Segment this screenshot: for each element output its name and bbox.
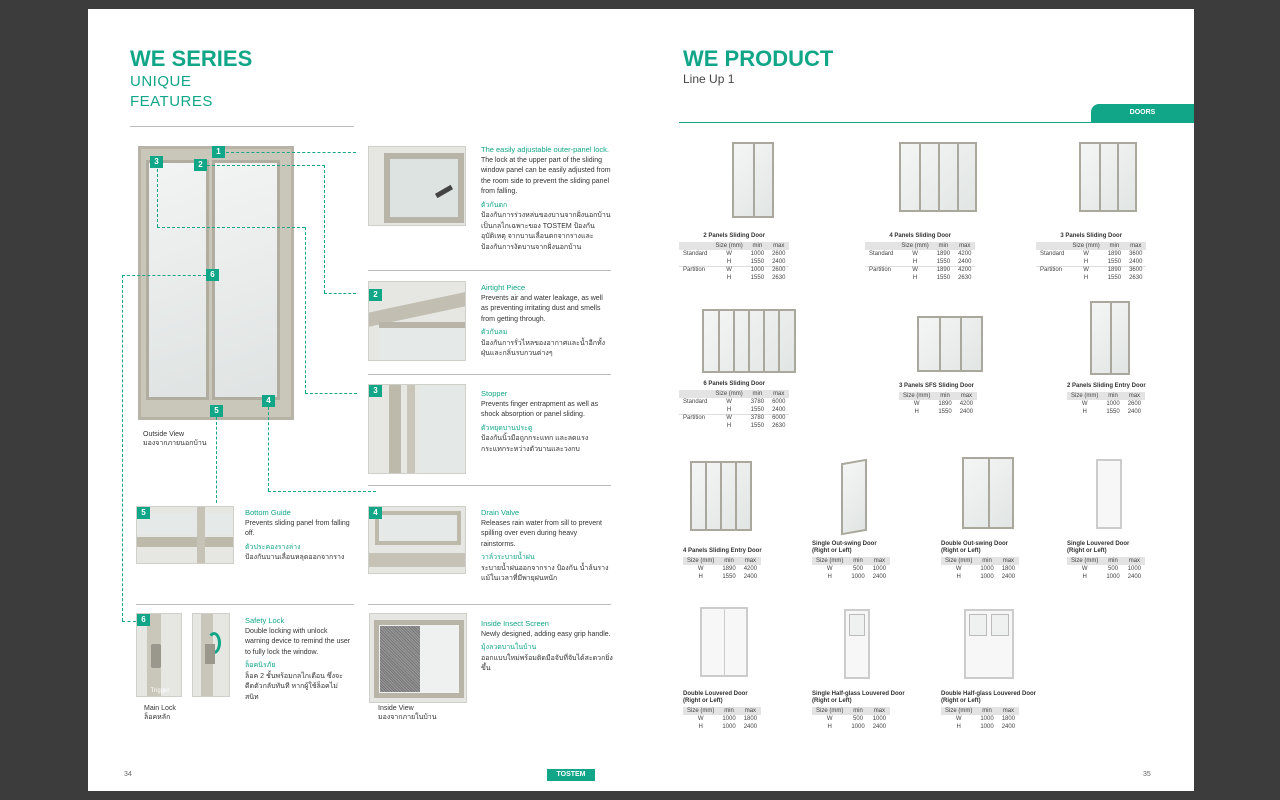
doors-tab[interactable]: DOORS: [1091, 104, 1194, 122]
connector-2-h: [324, 293, 356, 294]
size-table: [941, 707, 1019, 731]
size-table-header: max: [740, 707, 761, 715]
size-table-header: max: [998, 707, 1019, 715]
size-table-row: H 1000 2400: [827, 724, 887, 730]
product-spec-5: [1067, 383, 1146, 416]
right-subtitle: Line Up 1: [683, 72, 735, 86]
feature-6-text: Safety Lock Double locking with unlock warning device to remind the user to fully lock the window. ล็อคนิรภัย ล็อค 2 ชั้นพร้อมกลไกเตือน ซึ่งจะดีดตัวกลับทันที หากผู้ใช้ล็อคไม่สนิท: [245, 616, 351, 701]
product-name: Single Half-glass Louvered Door: [812, 691, 905, 697]
product-image-2-panels-sliding: [732, 142, 774, 218]
product-name: 3 Panels SFS Sliding Door: [899, 383, 975, 389]
size-table-header: Size (mm): [1067, 557, 1102, 565]
size-table-row: Partition W 3780 6000: [679, 414, 789, 422]
product-image-single-halfglass: [844, 609, 870, 679]
size-table-row: H 1550 2400: [698, 574, 758, 580]
size-table-header: Size (mm): [683, 707, 718, 715]
size-table-header: min: [1104, 242, 1125, 250]
size-table-header: max: [1125, 242, 1146, 250]
size-table-header: min: [747, 390, 768, 398]
product-name: 2 Panels Sliding Entry Door: [1067, 383, 1146, 389]
size-table-header: min: [976, 557, 997, 565]
right-title-rule: [679, 122, 1194, 123]
product-name: 3 Panels Sliding Door: [1060, 233, 1123, 239]
size-table-header: min: [718, 707, 739, 715]
size-table: [679, 242, 789, 282]
size-table-header: Size (mm): [1068, 242, 1103, 250]
feature-rule-1: [368, 270, 611, 271]
size-table-header: min: [976, 707, 997, 715]
feature-1-text: The easily adjustable outer-panel lock. The lock at the upper part of the sliding window panel can be easily adjusted from the room side to prevent the sliding panel from falling. ตัวกันตก ป้องกันการร่วงหล่นของบานจากฝั่งนอกบ้าน เป็นกลไกเฉพาะของ TOSTEM ป้องกันอุบัติเหตุ จากบานเลื่อนตกจากรางและป้องกันการงัดบานจากฝั่งนอกบ้าน: [481, 145, 611, 251]
size-table-row: W 500 1000: [1081, 566, 1142, 572]
size-table-row: H 1000 2400: [956, 724, 1016, 730]
product-name-sub: (Right or Left): [1067, 548, 1107, 554]
callout-badge-3: 3: [150, 156, 163, 168]
size-table-row: Partition W 1890 4200: [865, 266, 975, 274]
product-name: 6 Panels Sliding Door: [703, 381, 766, 387]
size-table-row: Standard W 1890 3600: [1040, 251, 1143, 257]
left-page-number: 34: [124, 771, 132, 778]
size-table-header: Size (mm): [1067, 392, 1102, 400]
feature-4-text: Drain Valve Releases rain water from sill to prevent spilling over even during heavy rainstorms. วาล์วระบายน้ำฝน ระบายน้ำฝนออกจากราง ป้องกัน น้ำล้นรางแม้ในเวลาที่มีพายุฝนหนัก: [481, 508, 609, 582]
product-image-4-panels-entry: [690, 461, 752, 531]
size-table-header: min: [1102, 392, 1123, 400]
product-spec-2: [1036, 233, 1146, 282]
feature-4-badge: 4: [369, 507, 382, 519]
product-name: 4 Panels Sliding Entry Door: [683, 548, 762, 554]
size-table: [941, 557, 1019, 581]
size-table: [1067, 557, 1145, 581]
product-name: Single Out-swing Door: [812, 541, 877, 547]
product-spec-0: [679, 233, 789, 282]
callout-badge-1: 1: [212, 146, 225, 158]
feature-3-badge: 3: [369, 385, 382, 397]
feature-3-text: Stopper Prevents finger entrapment as well as shock absorption or panel sliding. ตัวหยุดบานประตู ป้องกันนิ้วมือถูกกระแทก และลดแรงกระแทกระหว่างตัวบานและวงกบ: [481, 389, 599, 453]
product-name: Double Half-glass Louvered Door: [941, 691, 1037, 697]
connector-6-h: [122, 275, 206, 276]
size-table-row: H 1550 2400: [726, 406, 786, 413]
callout-badge-5: 5: [210, 405, 223, 417]
size-table-header: max: [768, 242, 789, 250]
connector-6-end: [122, 621, 136, 622]
brochure-spread: [88, 9, 1194, 791]
product-name: 4 Panels Sliding Door: [889, 233, 952, 239]
feature-rule-4: [368, 604, 611, 605]
feature-4-photo: [368, 506, 466, 574]
product-spec-9: [1067, 541, 1145, 581]
callout-badge-2: 2: [194, 159, 207, 171]
product-image-6-panels-sliding: [702, 309, 796, 373]
size-table: [899, 392, 977, 416]
size-table-row: H 1000 2400: [956, 574, 1016, 580]
connector-3-h: [157, 227, 305, 228]
size-table: [683, 557, 761, 581]
size-table-header: min: [933, 242, 954, 250]
tostem-logo: TOSTEM: [547, 769, 595, 781]
product-image-4-panels-sliding: [899, 142, 977, 212]
size-table-row: H 1550 2400: [1083, 258, 1143, 265]
connector-3-v: [157, 169, 158, 227]
size-table-header: max: [740, 557, 761, 565]
size-table-header: Size (mm): [899, 392, 934, 400]
size-table-row: Standard W 1000 2600: [683, 251, 786, 257]
product-name-sub: (Right or Left): [941, 698, 981, 704]
feature-6-photo-lock: [192, 613, 230, 697]
product-name: Single Louvered Door: [1067, 541, 1130, 547]
size-table-row: H 1000 2400: [698, 724, 758, 730]
size-table: [865, 242, 975, 282]
product-spec-7: [812, 541, 890, 581]
size-table-header: max: [1124, 557, 1145, 565]
feature-rule-3: [368, 485, 611, 486]
product-image-3-panels-sliding: [1079, 142, 1137, 212]
size-table-row: W 500 1000: [826, 716, 887, 722]
connector-2: [207, 165, 325, 166]
size-table-header: Size (mm): [683, 557, 718, 565]
feature-2-badge: 2: [369, 289, 382, 301]
left-subtitle-1: UNIQUE: [130, 73, 192, 90]
size-table-header: Size (mm): [941, 707, 976, 715]
product-name: Double Out-swing Door: [941, 541, 1008, 547]
feature-2-photo: [368, 281, 466, 361]
connector-4-h: [268, 491, 376, 492]
size-table-header: min: [847, 707, 868, 715]
size-table-header: max: [956, 392, 977, 400]
size-table-header: min: [718, 557, 739, 565]
feature-6-photo-trigger: Trigger: [136, 613, 182, 697]
connector-3-h2: [305, 393, 357, 394]
size-table-row: W 1000 2600: [1081, 401, 1142, 407]
size-table-header: min: [747, 242, 768, 250]
product-spec-4: [899, 383, 977, 416]
size-table: [1067, 392, 1145, 416]
connector-1: [226, 152, 356, 153]
connector-2-v: [324, 165, 325, 293]
feature-5-photo: [136, 506, 234, 564]
left-subtitle-2: FEATURES: [130, 93, 213, 110]
size-table-row: W 1000 1800: [955, 566, 1016, 572]
connector-5: [216, 417, 217, 503]
connector-6-v: [122, 275, 123, 621]
size-table-header: min: [1102, 557, 1123, 565]
size-table-row: H 1550 2400: [912, 258, 972, 265]
product-image-double-halfglass: [964, 609, 1014, 679]
size-table-header: Size (mm): [812, 557, 847, 565]
connector-3-v2: [305, 227, 306, 393]
size-table: [812, 707, 890, 731]
size-table-row: Partition W 1000 2600: [679, 266, 789, 274]
size-table-header: Size (mm): [711, 390, 746, 398]
size-table-row: H 1550 2630: [912, 275, 972, 281]
size-table-header: Size (mm): [711, 242, 746, 250]
size-table-header: min: [934, 392, 955, 400]
main-lock-caption: Main Lock ล็อคหลัก: [144, 705, 176, 721]
feature-rule-5: [136, 604, 354, 605]
size-table-row: Standard W 3780 6000: [683, 399, 786, 405]
size-table-row: Partition W 1890 3600: [1036, 266, 1146, 274]
size-table-header: Size (mm): [941, 557, 976, 565]
callout-badge-4: 4: [262, 395, 275, 407]
size-table-row: H 1550 2630: [726, 423, 786, 429]
size-table-row: H 1550 2400: [1082, 409, 1142, 415]
product-spec-12: [941, 691, 1036, 731]
inside-view-caption: Inside View มองจากภายในบ้าน: [378, 705, 437, 721]
size-table-header: max: [954, 242, 975, 250]
size-table-row: W 1890 4200: [697, 566, 758, 572]
size-table-header: max: [869, 707, 890, 715]
size-table-row: Standard W 1890 4200: [869, 251, 972, 257]
product-image-single-outswing: [841, 459, 867, 536]
insect-screen-photo: [369, 613, 467, 703]
size-table-row: H 1000 2400: [827, 574, 887, 580]
feature-1-photo: [368, 146, 466, 226]
outside-view-window: [138, 146, 294, 420]
product-image-2-panels-entry: [1090, 301, 1130, 375]
product-spec-6: [683, 548, 762, 581]
size-table-row: W 500 1000: [826, 566, 887, 572]
outside-view-caption: Outside View มองจากภายนอกบ้าน: [143, 431, 207, 447]
size-table-header: Size (mm): [812, 707, 847, 715]
insect-screen-text: Inside Insect Screen Newly designed, adding easy grip handle. มุ้งลวดบานในบ้าน ออกแบบใหม่พร้อมติดมือจับที่จับได้สะดวกยิ่งขึ้น: [481, 619, 613, 672]
size-table: [812, 557, 890, 581]
left-title: WE SERIES: [130, 46, 253, 71]
feature-3-photo: [368, 384, 466, 474]
feature-5-badge: 5: [137, 507, 150, 519]
product-name: Double Louvered Door: [683, 691, 748, 697]
size-table-row: W 1890 4200: [913, 401, 974, 407]
product-spec-1: [865, 233, 975, 282]
size-table-row: H 1550 2630: [726, 275, 786, 281]
size-table-header: max: [869, 557, 890, 565]
product-name-sub: (Right or Left): [941, 548, 981, 554]
size-table-header: max: [768, 390, 789, 398]
size-table-row: H 1550 2630: [1083, 275, 1143, 281]
product-name-sub: (Right or Left): [812, 698, 852, 704]
feature-2-text: Airtight Piece Prevents air and water leakage, as well as preventing irritating dust and smells from getting through. ตัวกันลม ป้องกันการรั่วไหลของอากาศและน้ำอีกทั้งฝุ่นและกลิ่นรบกวนต่างๆ: [481, 283, 606, 357]
product-image-3-panels-sfs: [917, 316, 983, 372]
callout-badge-6: 6: [206, 269, 219, 281]
size-table-header: max: [1124, 392, 1145, 400]
product-name-sub: (Right or Left): [683, 698, 723, 704]
feature-5-text: Bottom Guide Prevents sliding panel from falling off. ตัวประคองรางล่าง ป้องกันบานเลื่อนหลุดออกจากราง: [245, 508, 350, 561]
product-image-double-louvered: [700, 607, 748, 677]
left-title-rule: [130, 126, 354, 127]
feature-rule-2: [368, 374, 611, 375]
right-page-number: 35: [1143, 771, 1151, 778]
connector-4-v: [268, 407, 269, 491]
product-image-single-louvered: [1096, 459, 1122, 529]
product-spec-10: [683, 691, 761, 731]
size-table-row: W 1000 1800: [697, 716, 758, 722]
size-table: [679, 390, 789, 430]
size-table-row: H 1550 2400: [914, 409, 974, 415]
product-spec-11: [812, 691, 905, 731]
product-image-double-outswing: [962, 457, 1014, 529]
right-title: WE PRODUCT: [683, 46, 834, 71]
size-table-header: max: [998, 557, 1019, 565]
product-spec-8: [941, 541, 1019, 581]
size-table-row: H 1000 2400: [1082, 574, 1142, 580]
product-name: 2 Panels Sliding Door: [703, 233, 766, 239]
size-table-row: W 1000 1800: [955, 716, 1016, 722]
size-table: [683, 707, 761, 731]
product-name-sub: (Right or Left): [812, 548, 852, 554]
product-spec-3: [679, 381, 789, 430]
feature-6-badge: 6: [137, 614, 150, 626]
size-table-header: min: [847, 557, 868, 565]
size-table-row: H 1550 2400: [726, 258, 786, 265]
size-table: [1036, 242, 1146, 282]
size-table-header: Size (mm): [897, 242, 932, 250]
